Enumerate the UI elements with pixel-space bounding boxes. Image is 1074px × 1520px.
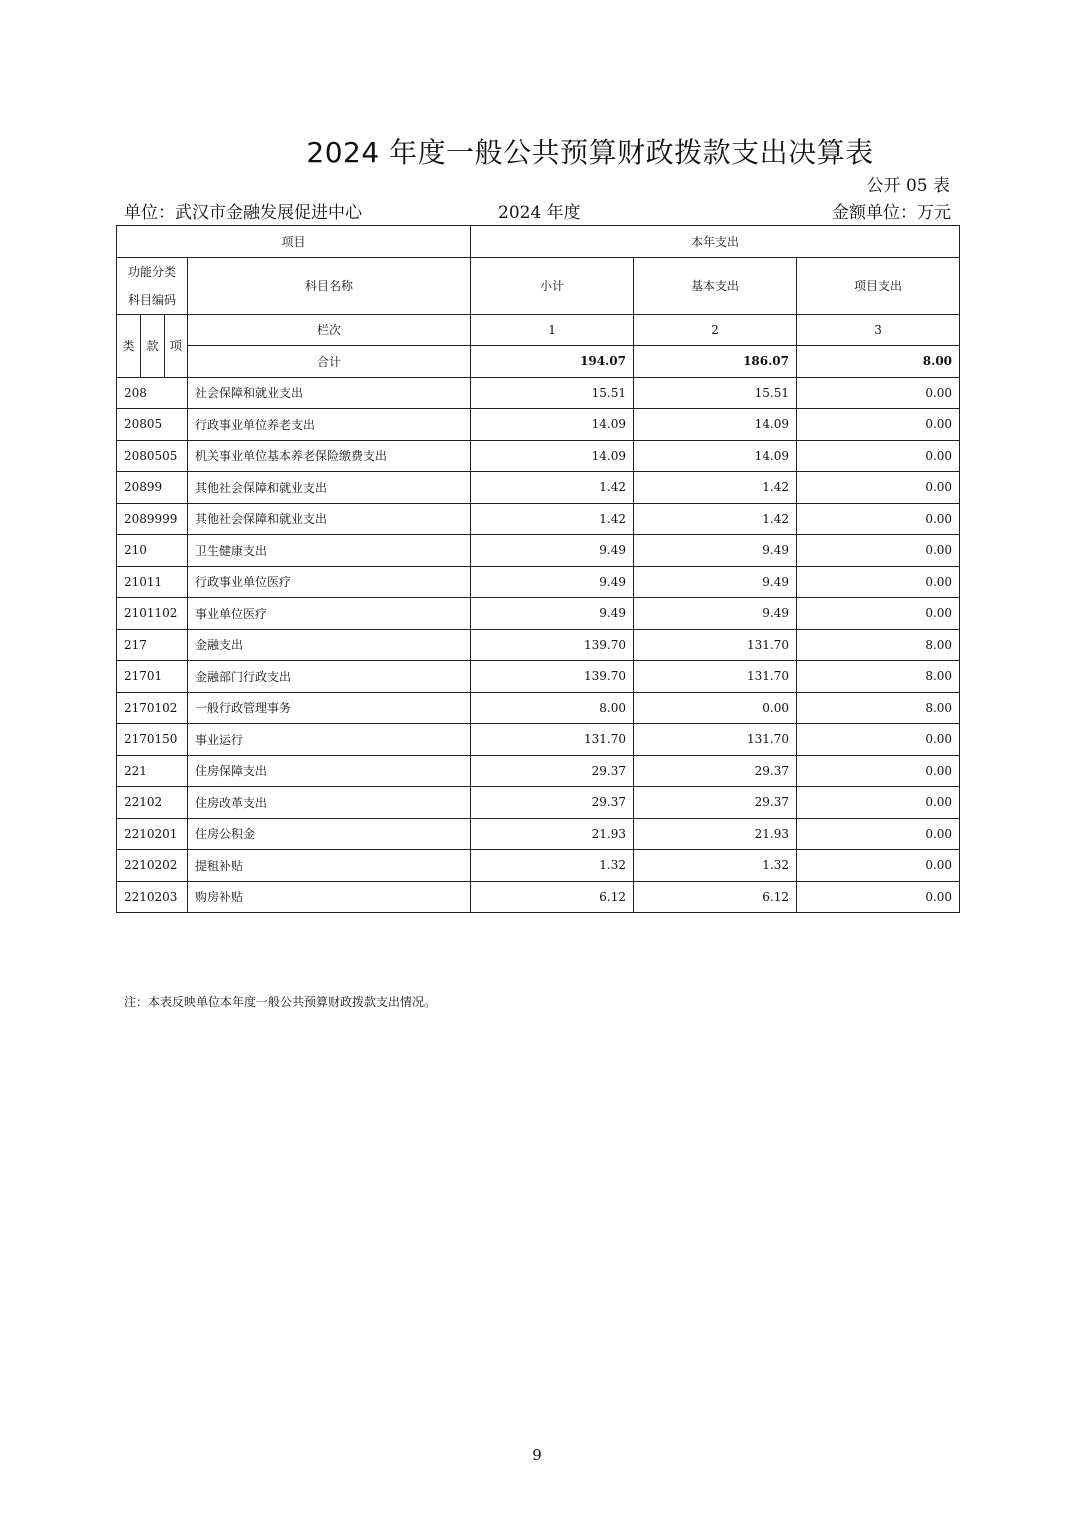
table-row (117, 881, 960, 913)
form-number: 公开 05 表 (866, 176, 950, 196)
row-project: 0.00 (797, 566, 960, 598)
header-lei: 类 (117, 314, 141, 377)
row-subject-name: 事业单位医疗 (188, 598, 471, 630)
row-basic: 14.09 (634, 440, 797, 472)
row-subject-name: 卫生健康支出 (188, 535, 471, 567)
row-code: 208 (117, 377, 188, 409)
expenditure-table (116, 225, 960, 913)
header-subject-name: 科目名称 (188, 257, 471, 314)
header-col-3: 3 (797, 314, 960, 346)
table-row (117, 850, 960, 882)
header-basic: 基本支出 (634, 257, 797, 314)
row-basic: 1.42 (634, 472, 797, 504)
row-code: 2170150 (117, 724, 188, 756)
money-unit: 金额单位：万元 (832, 203, 951, 223)
row-subject-name: 其他社会保障和就业支出 (188, 503, 471, 535)
row-subtotal: 14.09 (471, 440, 634, 472)
row-project: 0.00 (797, 818, 960, 850)
row-project: 0.00 (797, 440, 960, 472)
document-title: 2024 年度一般公共预算财政拨款支出决算表 (306, 136, 874, 169)
row-project: 0.00 (797, 472, 960, 504)
table-row (117, 787, 960, 819)
total-row (117, 346, 960, 378)
table-row (117, 409, 960, 441)
row-subtotal: 9.49 (471, 566, 634, 598)
row-basic: 21.93 (634, 818, 797, 850)
header-xiang: 项 (165, 314, 188, 377)
row-subject-name: 行政事业单位医疗 (188, 566, 471, 598)
header-column-label: 栏次 (188, 314, 471, 346)
table-row (117, 566, 960, 598)
table-row (117, 818, 960, 850)
row-subject-name: 社会保障和就业支出 (188, 377, 471, 409)
table-row (117, 503, 960, 535)
row-project: 8.00 (797, 629, 960, 661)
fiscal-year: 2024 年度 (498, 203, 581, 223)
row-subtotal: 29.37 (471, 755, 634, 787)
table-row (117, 661, 960, 693)
row-subject-name: 一般行政管理事务 (188, 692, 471, 724)
row-project: 0.00 (797, 755, 960, 787)
row-code: 21011 (117, 566, 188, 598)
row-code: 2080505 (117, 440, 188, 472)
row-subtotal: 139.70 (471, 661, 634, 693)
row-project: 0.00 (797, 535, 960, 567)
row-code: 210 (117, 535, 188, 567)
total-subtotal: 194.07 (471, 346, 634, 378)
row-basic: 131.70 (634, 661, 797, 693)
header-row-3 (117, 314, 960, 346)
row-subject-name: 提租补贴 (188, 850, 471, 882)
row-subtotal: 9.49 (471, 535, 634, 567)
row-project: 0.00 (797, 409, 960, 441)
row-basic: 6.12 (634, 881, 797, 913)
row-code: 22102 (117, 787, 188, 819)
row-code: 20805 (117, 409, 188, 441)
row-project: 0.00 (797, 724, 960, 756)
table-row (117, 755, 960, 787)
row-subtotal: 29.37 (471, 787, 634, 819)
row-subject-name: 住房改革支出 (188, 787, 471, 819)
row-project: 0.00 (797, 598, 960, 630)
header-row-1 (117, 226, 960, 258)
row-basic: 0.00 (634, 692, 797, 724)
row-subtotal: 139.70 (471, 629, 634, 661)
header-subtotal: 小计 (471, 257, 634, 314)
row-subtotal: 9.49 (471, 598, 634, 630)
table-row (117, 598, 960, 630)
row-code: 2210201 (117, 818, 188, 850)
row-basic: 15.51 (634, 377, 797, 409)
row-subtotal: 1.42 (471, 503, 634, 535)
row-basic: 1.32 (634, 850, 797, 882)
row-project: 8.00 (797, 661, 960, 693)
row-code: 2101102 (117, 598, 188, 630)
row-code: 21701 (117, 661, 188, 693)
row-subtotal: 21.93 (471, 818, 634, 850)
row-basic: 29.37 (634, 755, 797, 787)
header-func-code-line2: 科目编码 (127, 292, 176, 307)
table-row (117, 472, 960, 504)
row-subtotal: 15.51 (471, 377, 634, 409)
row-subject-name: 金融部门行政支出 (188, 661, 471, 693)
row-subject-name: 事业运行 (188, 724, 471, 756)
row-code: 221 (117, 755, 188, 787)
row-code: 217 (117, 629, 188, 661)
header-current-year: 本年支出 (471, 226, 960, 258)
row-project: 0.00 (797, 850, 960, 882)
table-row (117, 535, 960, 567)
total-project: 8.00 (797, 346, 960, 378)
row-basic: 14.09 (634, 409, 797, 441)
row-basic: 9.49 (634, 535, 797, 567)
header-func-code-line1: 功能分类 (127, 264, 176, 279)
table-row (117, 377, 960, 409)
row-code: 2210202 (117, 850, 188, 882)
row-code: 2210203 (117, 881, 188, 913)
header-col-2: 2 (634, 314, 797, 346)
total-basic: 186.07 (634, 346, 797, 378)
row-basic: 29.37 (634, 787, 797, 819)
header-func-code (117, 257, 188, 314)
header-project: 项目 (117, 226, 471, 258)
row-project: 8.00 (797, 692, 960, 724)
header-project-expense: 项目支出 (797, 257, 960, 314)
meta-line (124, 198, 951, 222)
header-row-2 (117, 257, 960, 314)
row-basic: 131.70 (634, 629, 797, 661)
row-basic: 131.70 (634, 724, 797, 756)
row-code: 2170102 (117, 692, 188, 724)
row-subject-name: 购房补贴 (188, 881, 471, 913)
row-subject-name: 机关事业单位基本养老保险缴费支出 (188, 440, 471, 472)
table-row (117, 440, 960, 472)
table-note: 注：本表反映单位本年度一般公共预算财政拨款支出情况。 (124, 995, 437, 1009)
row-subtotal: 8.00 (471, 692, 634, 724)
page-number: 9 (532, 1446, 542, 1464)
table-row (117, 692, 960, 724)
row-subtotal: 1.32 (471, 850, 634, 882)
row-subtotal: 14.09 (471, 409, 634, 441)
header-col-1: 1 (471, 314, 634, 346)
row-subject-name: 住房公积金 (188, 818, 471, 850)
row-basic: 9.49 (634, 566, 797, 598)
total-label: 合计 (188, 346, 471, 378)
row-basic: 1.42 (634, 503, 797, 535)
row-project: 0.00 (797, 787, 960, 819)
unit-name: 单位：武汉市金融发展促进中心 (124, 203, 362, 223)
row-subject-name: 金融支出 (188, 629, 471, 661)
table-row (117, 724, 960, 756)
table-row (117, 629, 960, 661)
row-project: 0.00 (797, 881, 960, 913)
header-kuan: 款 (141, 314, 165, 377)
row-subtotal: 131.70 (471, 724, 634, 756)
row-project: 0.00 (797, 503, 960, 535)
row-subject-name: 行政事业单位养老支出 (188, 409, 471, 441)
row-subtotal: 6.12 (471, 881, 634, 913)
row-code: 2089999 (117, 503, 188, 535)
row-subject-name: 住房保障支出 (188, 755, 471, 787)
row-code: 20899 (117, 472, 188, 504)
row-subject-name: 其他社会保障和就业支出 (188, 472, 471, 504)
row-subtotal: 1.42 (471, 472, 634, 504)
row-project: 0.00 (797, 377, 960, 409)
row-basic: 9.49 (634, 598, 797, 630)
